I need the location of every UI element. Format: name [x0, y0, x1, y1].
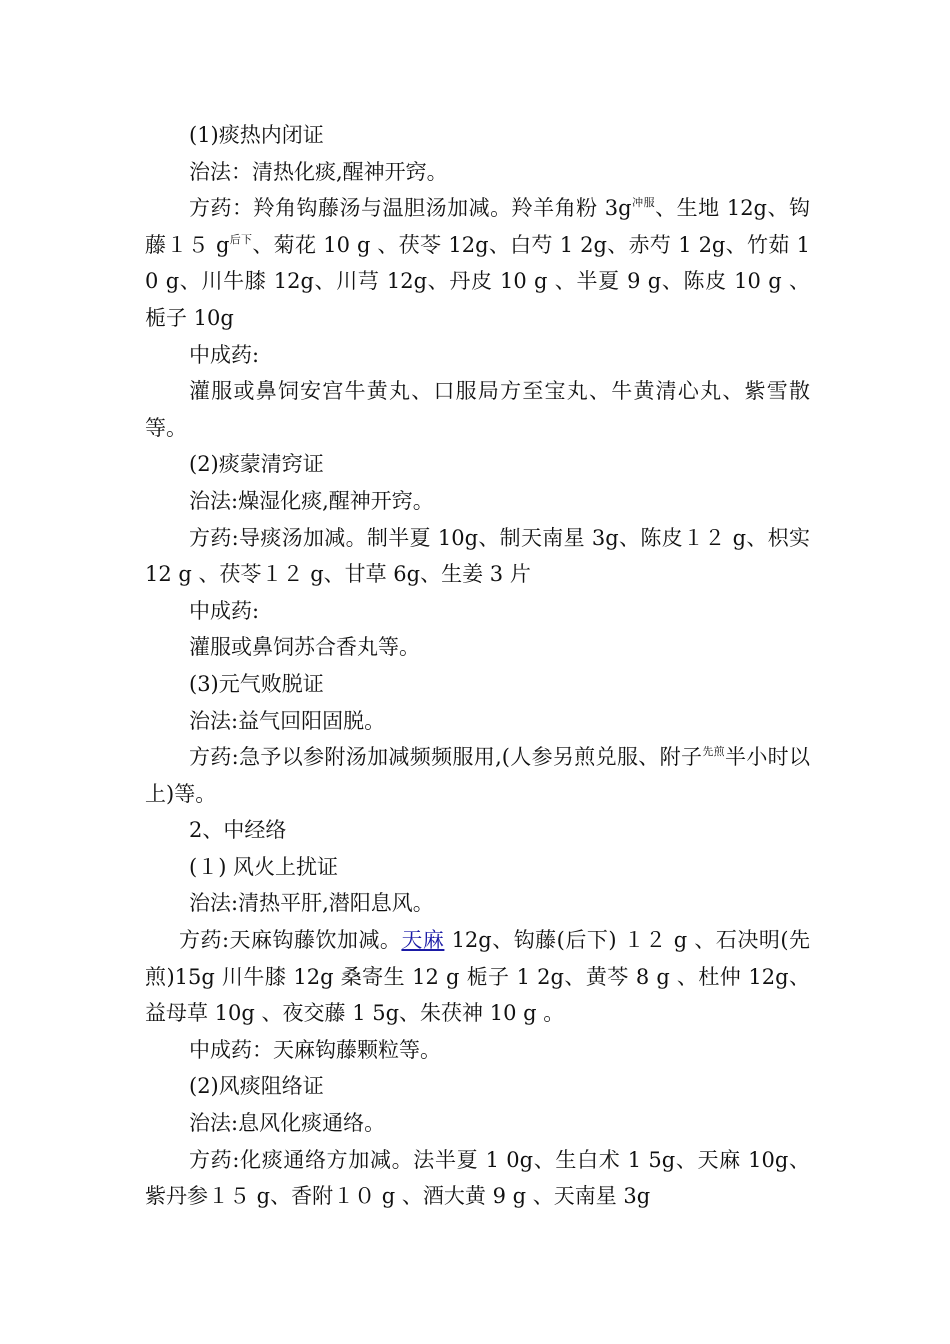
- treatment-method: 治法:益气回阳固脱。: [189, 708, 386, 733]
- prescription-text: 方药:天麻钩藤饮加减。: [179, 928, 402, 953]
- patent-medicine-text: 灌服或鼻饲安宫牛黄丸、口服局方至宝丸、牛黄清心丸、紫雪散等。: [145, 379, 810, 440]
- tianma-link[interactable]: 天麻: [401, 928, 445, 953]
- patent-medicine-label: 中成药:: [189, 342, 260, 367]
- prep-note: 冲服: [631, 196, 656, 210]
- prescription-paragraph: [145, 190, 810, 336]
- section-heading: (2)痰蒙清窍证: [189, 452, 324, 477]
- prescription-text: 12g、钩藤(后下) １２ g 、石决明(先煎)15g 川牛膝 12g 桑寄生 12 g 栀子 1 2g、黄芩 8 g 、杜仲 12g、益母草 10g 、夜交藤 1 5g、朱茯神 10 g 。: [145, 928, 811, 1026]
- chapter-heading: 2、中经络: [189, 818, 287, 843]
- treatment-method: 治法:燥湿化痰,醒神开窍。: [189, 488, 434, 513]
- section-heading: (1)痰热内闭证: [189, 123, 324, 147]
- section-heading: (3)元气败脱证: [189, 671, 324, 696]
- patent-medicine-text: 灌服或鼻饲苏合香丸等。: [189, 635, 420, 660]
- prep-note: 先煎: [702, 745, 725, 759]
- treatment-method: 治法:清热平肝,潜阳息风。: [189, 891, 434, 916]
- prescription-text: 、生地 12g、钩藤１５ g: [145, 196, 811, 257]
- prescription-paragraph: [145, 922, 810, 1032]
- prep-note: 后下: [229, 232, 253, 246]
- prescription-paragraph: 方药:化痰通络方加减。法半夏 1 0g、生白术 1 5g、天麻 10g、紫丹参１５ g、香附１０ g 、酒大黄 9 g 、天南星 3g: [145, 1147, 810, 1209]
- prescription-text: 、菊花 10 g 、茯苓 12g、白芍 1 2g、赤芍 1 2g、竹茹 1 0 g、川牛膝 12g、川芎 12g、丹皮 10 g 、半夏 9 g、陈皮 10 g 、栀子 10g: [145, 232, 810, 330]
- prescription-text: 半小时以上)等。: [145, 745, 811, 806]
- prescription-paragraph: [145, 739, 810, 812]
- document-body: [145, 117, 810, 1215]
- section-heading: (１) 风火上扰证: [189, 854, 339, 879]
- section-heading: (2)风痰阻络证: [189, 1074, 324, 1099]
- patent-medicine-text: 中成药：天麻钩藤颗粒等。: [189, 1037, 441, 1062]
- prescription-text: 方药:急予以参附汤加减频频服用,(人参另煎兑服、附子: [189, 745, 703, 770]
- prescription-text: 方药：羚角钩藤汤与温胆汤加减。羚羊角粉 3g: [189, 196, 632, 221]
- patent-medicine-label: 中成药:: [189, 598, 260, 623]
- treatment-method: 治法：清热化痰,醒神开窍。: [189, 159, 448, 184]
- prescription-paragraph: 方药:导痰汤加减。制半夏 10g、制天南星 3g、陈皮１２ g、枳实 12 g 、茯苓１２ g、甘草 6g、生姜 3 片: [145, 525, 810, 587]
- treatment-method: 治法:息风化痰通络。: [189, 1111, 386, 1136]
